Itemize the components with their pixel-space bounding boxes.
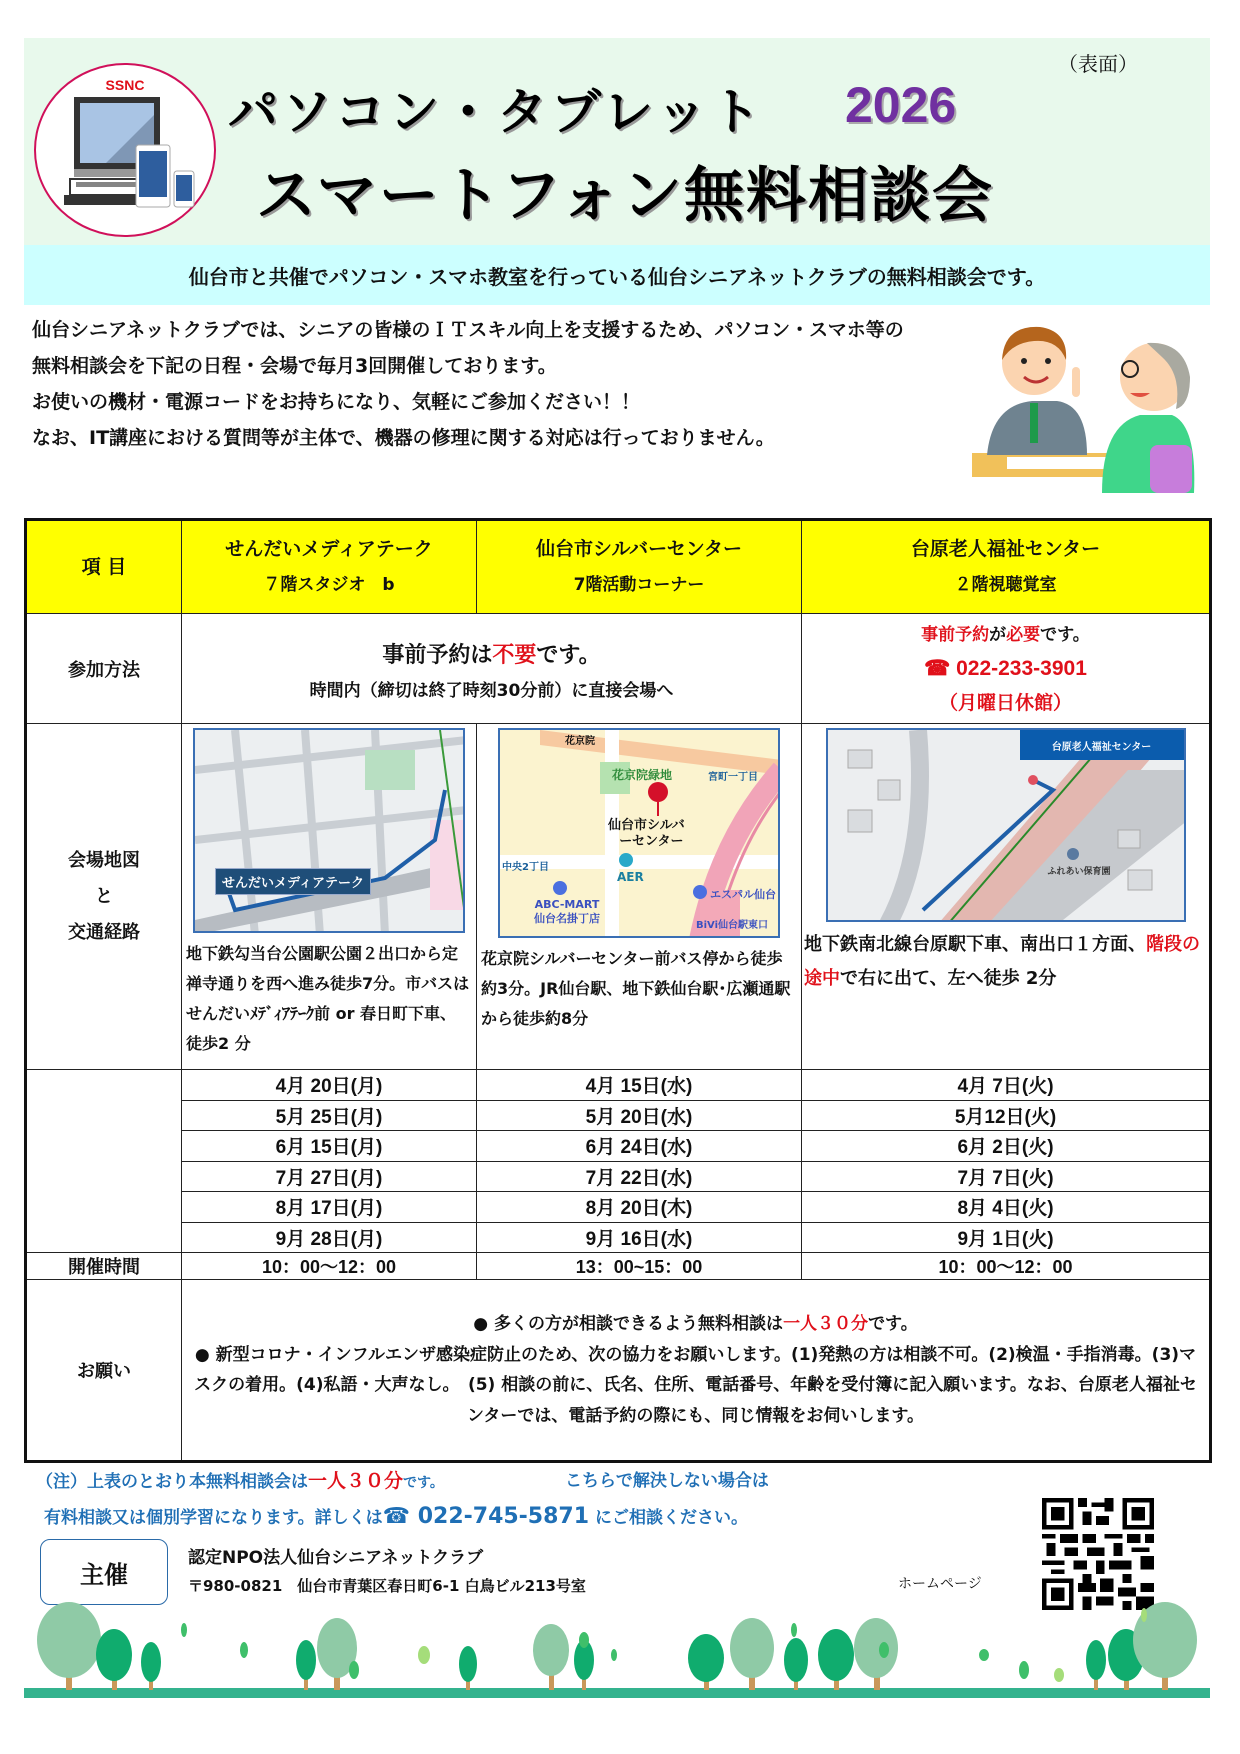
- logo-text: SSNC: [105, 77, 145, 93]
- text: 有料相談又は個別学習になります。詳しくは: [44, 1508, 383, 1528]
- text: が: [989, 624, 1007, 645]
- highlight-text: 事前予約: [921, 624, 990, 645]
- text: ● 多くの方が相談できるよう無料相談は: [473, 1314, 784, 1334]
- map-place: 宮町一丁目: [708, 772, 758, 783]
- request-item: ● 新型コロナ・インフルエンザ感染症防止のため、次の協力をお願いします。(1)発熱の方は相談不可。(2)検温・手指消毒。(3)マスクの着用。(4)私語・大声なし。 (5) 相談の前に、氏名、住所、電話番号、年齢を受付簿に記入願います。なお、台原老人福祉センターでは、電話予約の際にも、同じ情報をお伺いします。: [194, 1344, 1197, 1426]
- venue-header: [182, 520, 477, 614]
- venue-name: 仙台市シルバーセンター: [535, 538, 743, 560]
- date-cell: 7月 22日(水): [477, 1161, 802, 1192]
- participation-reservation: [802, 614, 1211, 724]
- date-cell: 5月 25日(月): [182, 1100, 477, 1131]
- hours-row: [26, 1253, 1211, 1280]
- highlight-text: 階段の途中: [804, 934, 1200, 989]
- title-year: 2026: [845, 77, 957, 133]
- map-cell-dainohara: [802, 724, 1211, 1070]
- map-place: ふれあい保育園: [1047, 867, 1111, 877]
- date-cell: 7月 27日(月): [182, 1161, 477, 1192]
- trees-decoration: [24, 1600, 1210, 1700]
- route-caption: [802, 928, 1209, 996]
- requests-content: [182, 1280, 1211, 1462]
- request-item: [188, 1309, 1203, 1340]
- ssnc-logo: [34, 63, 216, 237]
- venue-room: ７階スタジオ b: [263, 575, 395, 595]
- table-header-row: [26, 520, 1211, 614]
- date-cell: 8月 17日(月): [182, 1192, 477, 1223]
- side-label: （表面）: [1058, 52, 1138, 76]
- paid-consult-phone[interactable]: ☎ 022-745-5871: [382, 1504, 590, 1529]
- map-silver-center[interactable]: [498, 728, 780, 938]
- host-label: 主催: [40, 1539, 168, 1605]
- map-place: AER: [617, 870, 644, 884]
- map-cell-silver-center: [477, 724, 802, 1070]
- text: です。: [403, 1475, 444, 1491]
- hours-cell: 10：00～12：00: [802, 1253, 1211, 1280]
- date-row: [26, 1131, 1211, 1162]
- hours-cell: 10：00～12：00: [182, 1253, 477, 1280]
- highlight-text: 一人３０分: [308, 1470, 404, 1492]
- map-place: 中央2丁目: [502, 862, 549, 873]
- map-mediatheque[interactable]: [193, 728, 465, 933]
- item-header: 項 目: [26, 520, 182, 614]
- highlight-text: 一人３０分: [783, 1314, 869, 1334]
- date-cell: 6月 24日(水): [477, 1131, 802, 1162]
- intro-text: [32, 312, 912, 456]
- date-cell: 5月 20日(水): [477, 1100, 802, 1131]
- venue-room: ２階視聴覚室: [954, 575, 1057, 595]
- date-row: [26, 1222, 1211, 1253]
- intro-paragraph: 仙台シニアネットクラブでは、シニアの皆様のＩＴスキル向上を支援するため、パソコン・スマホ等の無料相談会を下記の日程・会場で毎月3回開催しております。: [32, 319, 904, 377]
- date-cell: 6月 2日(火): [802, 1131, 1211, 1162]
- date-cell: 8月 20日(木): [477, 1192, 802, 1223]
- map-dainohara[interactable]: [826, 728, 1186, 922]
- closed-day: （月曜日休館）: [938, 691, 1072, 714]
- title-line-2: スマートフォン無料相談会: [256, 161, 994, 231]
- date-cell: 9月 1日(火): [802, 1222, 1211, 1253]
- label-line: と: [95, 885, 113, 907]
- label-line: 会場地図: [68, 849, 140, 871]
- date-row: [26, 1161, 1211, 1192]
- text: ABC-MART: [534, 898, 600, 911]
- note-line-1: [36, 1466, 444, 1493]
- text: 仙台名掛丁店: [534, 912, 600, 925]
- no-reservation-note: 時間内（締切は終了時刻30分前）に直接会場へ: [309, 681, 674, 701]
- reservation-phone[interactable]: ☎ 022-233-3901: [924, 656, 1087, 680]
- venue-room: 7階活動コーナー: [573, 575, 705, 595]
- map-place: BiVi仙台駅東口: [696, 920, 769, 931]
- map-place: エスパル仙台: [710, 888, 776, 901]
- map-row: [26, 724, 1211, 1070]
- map-place-silver-center: [608, 818, 685, 850]
- hours-cell: 13：00~15：00: [477, 1253, 802, 1280]
- map-title-dainohara: 台原老人福祉センター: [1020, 730, 1184, 760]
- date-label-cell: [26, 1070, 182, 1253]
- note-line-1-right: こちらで解決しない場合は: [565, 1471, 769, 1491]
- date-cell: 4月 15日(水): [477, 1070, 802, 1101]
- highlight-text: 不要: [492, 643, 537, 668]
- computer-devices-icon: [36, 65, 218, 239]
- date-row: [26, 1192, 1211, 1223]
- text: にご相談ください。: [589, 1508, 748, 1528]
- venue-header: [802, 520, 1211, 614]
- text: ーセンター: [619, 834, 684, 849]
- homepage-label: ホームページ: [898, 1576, 982, 1592]
- date-cell: 4月 7日(火): [802, 1070, 1211, 1101]
- date-cell: 7月 7日(火): [802, 1161, 1211, 1192]
- map-cell-mediatheque: [182, 724, 477, 1070]
- text: です。: [868, 1314, 918, 1334]
- reservation-required-text: [802, 618, 1209, 652]
- no-reservation-text: [182, 636, 801, 676]
- schedule-table: [24, 518, 1212, 1463]
- text: です。: [1040, 624, 1090, 645]
- venue-name: 台原老人福祉センター: [910, 538, 1101, 560]
- label-line: 交通経路: [68, 921, 140, 943]
- text: 地下鉄南北線台原駅下車、南出口１方面、: [804, 934, 1146, 955]
- date-row: [26, 1070, 1211, 1101]
- requests-row: [26, 1280, 1211, 1462]
- route-caption: 地下鉄勾当台公園駅公園２出口から定禅寺通りを西へ進み徒歩7分。市バスはせんだいﾒﾃﾞｨｱﾃｰｸ前 or 春日町下車、徒歩2 分: [186, 944, 470, 1053]
- venue-header: [477, 520, 802, 614]
- requests-label: お願い: [26, 1280, 182, 1462]
- host-address: 〒980-0821 仙台市青葉区春日町6-1 白鳥ビル213号室: [188, 1577, 586, 1595]
- intro-paragraph: お使いの機材・電源コードをお持ちになり、気軽にご参加ください！！: [32, 391, 641, 413]
- participation-row: [26, 614, 1211, 724]
- text: です。: [536, 643, 601, 668]
- date-cell: 6月 15日(月): [182, 1131, 477, 1162]
- route-caption: 花京院シルバーセンター前バス停から徒歩約3分。JR仙台駅、地下鉄仙台駅･広瀬通駅から徒歩約8分: [481, 949, 791, 1028]
- homepage-qr-code[interactable]: [1042, 1498, 1154, 1610]
- date-cell: 8月 4日(火): [802, 1192, 1211, 1223]
- date-cell: 5月12日(火): [802, 1100, 1211, 1131]
- map-place: 花京院緑地: [612, 768, 673, 782]
- text: （注）上表のとおり本無料相談会は: [36, 1472, 308, 1492]
- subtitle-banner: 仙台市と共催でパソコン・スマホ教室を行っている仙台シニアネットクラブの無料相談会です。: [24, 245, 1210, 305]
- text: で右に出て、左へ徒歩 2分: [840, 968, 1057, 989]
- note-line-2: [44, 1503, 748, 1529]
- consultation-illustration: [962, 305, 1208, 493]
- map-place: 花京院: [565, 736, 595, 747]
- intro-paragraph: なお、IT講座における質問等が主体で、機器の修理に関する対応は行っておりません。: [32, 427, 775, 449]
- text: 仙台市シルバ: [608, 818, 685, 833]
- participation-label: 参加方法: [26, 614, 182, 724]
- date-row: [26, 1100, 1211, 1131]
- date-cell: 9月 28日(月): [182, 1222, 477, 1253]
- map-label: [26, 724, 182, 1070]
- participation-no-reservation: [182, 614, 802, 724]
- date-cell: 4月 20日(月): [182, 1070, 477, 1101]
- text: 事前予約は: [382, 643, 493, 668]
- highlight-text: 必要: [1006, 624, 1041, 645]
- map-label-mediatheque: せんだいメディアテーク: [215, 868, 371, 895]
- hours-label: 開催時間: [26, 1253, 182, 1280]
- venue-name: せんだいメディアテーク: [225, 538, 433, 560]
- map-place: [534, 898, 600, 926]
- title-line-1: パソコン・タブレット: [228, 83, 765, 141]
- host-organization: 認定NPO法人仙台シニアネットクラブ: [188, 1548, 484, 1568]
- date-cell: 9月 16日(水): [477, 1222, 802, 1253]
